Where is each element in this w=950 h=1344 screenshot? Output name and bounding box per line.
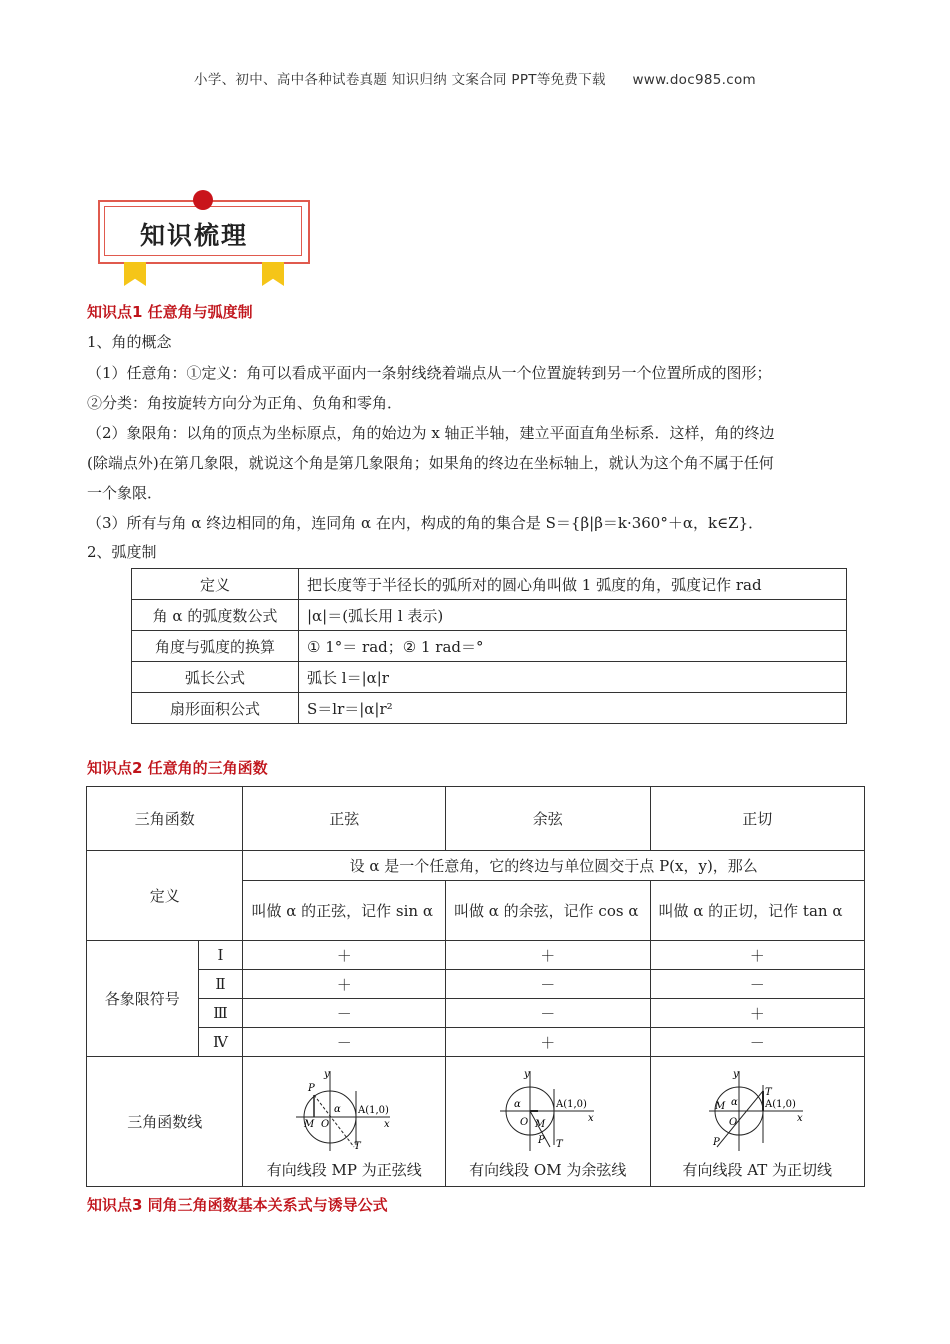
section1-sub2: 2、弧度制 [87, 543, 157, 561]
table-cell: Ⅰ [198, 941, 243, 970]
o-label: O [729, 1117, 738, 1128]
section1-sub1: 1、角的概念 [87, 333, 172, 351]
table-cell: 正弦 [243, 787, 446, 851]
banner-title: 知识梳理 [140, 221, 249, 250]
cosine-line-diagram [498, 1067, 598, 1151]
table-cell: 弧长 l＝|α|r [299, 662, 847, 693]
table-row [132, 693, 847, 724]
section-banner [96, 190, 310, 286]
cosine-caption: 有向线段 OM 为余弦线 [469, 1161, 627, 1179]
table-row [87, 1057, 865, 1187]
table-cell: 定义 [132, 569, 299, 600]
para-2a: （2）象限角：以角的顶点为坐标原点，角的始边为 x 轴正半轴，建立平面直角坐标系．这样，角的终边 [87, 424, 775, 442]
table-cell: 各象限符号 [87, 941, 199, 1057]
p-label: P [537, 1135, 545, 1146]
section3-title: 知识点3 同角三角函数基本关系式与诱导公式 [87, 1196, 388, 1214]
x-label: x [384, 1119, 390, 1130]
table-cell: ＋ [445, 1028, 650, 1057]
sine-line-cell [243, 1057, 446, 1187]
a-label: A(1,0) [555, 1099, 587, 1110]
p-label: P [308, 1083, 315, 1094]
cosine-line-cell [445, 1057, 650, 1187]
table-cell: 叫做 α 的正弦，记作 sin α [243, 881, 446, 941]
x-label: x [587, 1113, 594, 1124]
a-label: A(1,0) [765, 1099, 797, 1110]
alpha-label: α [334, 1104, 341, 1115]
t-label: T [555, 1139, 563, 1150]
table-row [87, 999, 865, 1028]
table-cell: 叫做 α 的正切，记作 tan α [650, 881, 865, 941]
y-label: y [523, 1069, 530, 1080]
table-cell: 扇形面积公式 [132, 693, 299, 724]
table-cell: 三角函数 [87, 787, 243, 851]
table-cell: ＋ [243, 941, 446, 970]
table-cell: － [445, 970, 650, 999]
table-cell: ＋ [445, 941, 650, 970]
table-cell: － [650, 970, 865, 999]
table-cell: ＋ [650, 999, 865, 1028]
table-cell: 角 α 的弧度数公式 [132, 600, 299, 631]
t-label: T [354, 1141, 361, 1151]
x-label: x [797, 1113, 803, 1124]
para-2c: 一个象限． [87, 484, 163, 502]
table-cell: Ⅳ [198, 1028, 243, 1057]
table-cell: － [243, 1028, 446, 1057]
para-3: （3）所有与角 α 终边相同的角，连同角 α 在内，构成的角的集合是 S＝{β|β＝k·360°＋α，k∈Z}． [87, 514, 764, 532]
y-label: y [324, 1069, 330, 1080]
section1-title: 知识点1 任意角与弧度制 [87, 303, 253, 321]
table-cell: 正切 [650, 787, 865, 851]
o-label: O [519, 1117, 528, 1128]
p-label: P [713, 1137, 720, 1148]
table-cell: 把长度等于半径长的弧所对的圆心角叫做 1 弧度的角，弧度记作 rad [299, 569, 847, 600]
table-cell: 余弦 [445, 787, 650, 851]
alpha-label: α [513, 1099, 521, 1110]
alpha-label: α [731, 1097, 739, 1108]
m-label: M [304, 1119, 315, 1130]
y-label: y [733, 1069, 739, 1080]
table-cell: － [445, 999, 650, 1028]
banner-dot-icon [193, 190, 213, 210]
page-header [0, 68, 950, 88]
table-row [87, 851, 865, 881]
tangent-caption: 有向线段 AT 为正切线 [682, 1161, 833, 1179]
table-cell: S＝lr＝|α|r² [299, 693, 847, 724]
table-cell: 叫做 α 的余弦，记作 cos α [445, 881, 650, 941]
table-cell: ① 1°＝ rad；② 1 rad＝° [299, 631, 847, 662]
table-cell: 三角函数线 [87, 1057, 243, 1187]
table-row [132, 662, 847, 693]
table-cell: 弧长公式 [132, 662, 299, 693]
table-row [132, 631, 847, 662]
table-cell: Ⅲ [198, 999, 243, 1028]
table-row [87, 941, 865, 970]
a-label: A(1,0) [358, 1105, 390, 1116]
sine-caption: 有向线段 MP 为正弦线 [266, 1161, 422, 1179]
table-cell: － [650, 1028, 865, 1057]
header-text: 小学、初中、高中各种试卷真题 知识归纳 文案合同 PPT等免费下载 [194, 72, 606, 88]
table-cell: Ⅱ [198, 970, 243, 999]
table-cell: ＋ [243, 970, 446, 999]
para-1a: （1）任意角：①定义：角可以看成平面内一条射线绕着端点从一个位置旋转到另一个位置所成的图形； [87, 364, 772, 382]
table-cell: － [243, 999, 446, 1028]
table-row [132, 569, 847, 600]
para-2b: (除端点外)在第几象限，就说这个角是第几象限角；如果角的终边在坐标轴上，就认为这个角不属于任何 [87, 454, 774, 472]
sine-line-diagram [294, 1067, 394, 1151]
para-1b: ②分类：角按旋转方向分为正角、负角和零角． [87, 394, 403, 412]
m-label: M [715, 1101, 726, 1112]
table-row [87, 970, 865, 999]
t-label: T [765, 1087, 772, 1098]
ribbon-left-icon [124, 262, 146, 286]
trig-table [86, 786, 865, 1187]
table-row [87, 1028, 865, 1057]
table-cell: |α|＝(弧长用 l 表示) [299, 600, 847, 631]
table-row [87, 787, 865, 851]
table-cell: ＋ [650, 941, 865, 970]
o-label: O [321, 1119, 330, 1130]
section2-title: 知识点2 任意角的三角函数 [87, 759, 268, 777]
table-cell: 定义 [87, 851, 243, 941]
table-cell: 设 α 是一个任意角，它的终边与单位圆交于点 P(x，y)，那么 [243, 851, 865, 881]
header-url[interactable]: www.doc985.com [632, 72, 756, 88]
tangent-line-diagram [707, 1067, 807, 1151]
radian-table [131, 568, 847, 724]
table-cell: 角度与弧度的换算 [132, 631, 299, 662]
table-row [132, 600, 847, 631]
tangent-line-cell [650, 1057, 865, 1187]
ribbon-right-icon [262, 262, 284, 286]
m-label: M [534, 1119, 545, 1130]
